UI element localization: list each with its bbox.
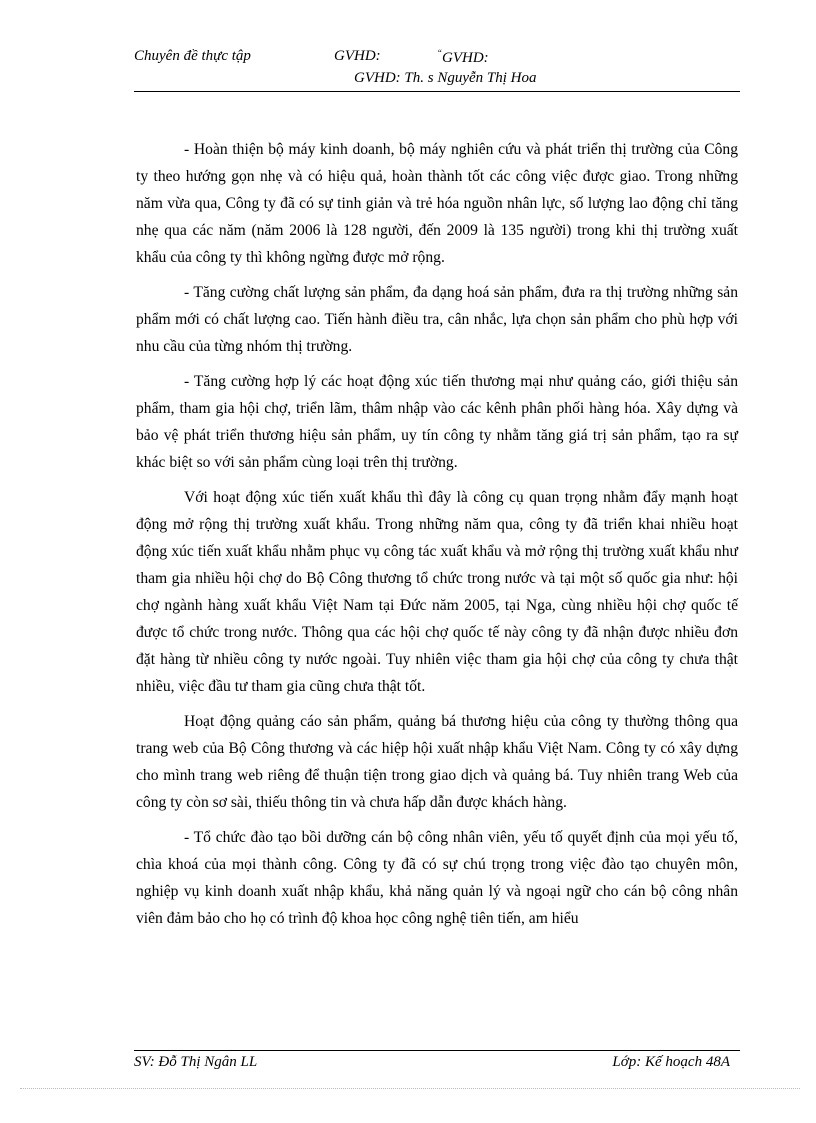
header-superscript-mark: “ [437, 48, 443, 58]
page-bottom-divider [20, 1088, 800, 1089]
footer-rule [134, 1050, 740, 1051]
paragraph: - Tổ chức đào tạo bồi dưỡng cán bộ công nhân viên, yếu tố quyết định của mọi yếu tố, chìa khoá của mọi thành công. Công ty đã có sự chú trọng trong việc đào tạo chuyên môn, nghiệp vụ kinh doanh xuất nhập khẩu, khả năng quản lý và ngoại ngữ cho cán bộ công nhân viên đảm bảo cho họ có trình độ khoa học công nghệ tiên tiến, am hiểu [136, 829, 738, 927]
paragraph: Hoạt động quảng cáo sản phẩm, quảng bá thương hiệu của công ty thường thông qua trang web của Bộ Công thương và các hiệp hội xuất nhập khẩu Việt Nam. Công ty có xây dựng cho mình trang web riêng để thuận tiện trong giao dịch và quảng bá. Tuy nhiên trang Web của công ty còn sơ sài, thiếu thông tin và chưa hấp dẫn được khách hàng. [136, 713, 738, 811]
footer-class: Lớp: Kế hoạch 48A [612, 1054, 730, 1070]
paragraph: - Hoàn thiện bộ máy kinh doanh, bộ máy nghiên cứu và phát triển thị trường của Công ty theo hướng gọn nhẹ và có hiệu quả, hoàn thành tốt các công việc được giao. Trong những năm vừa qua, Công ty đã có sự tinh giản và trẻ hóa nguồn nhân lực, số lượng lao động chỉ tăng nhẹ qua các năm (năm 2006 là 128 người, đến 2009 là 135 người) trong khi thị trường xuất khẩu của công ty thì không ngừng được mở rộng. [136, 141, 738, 266]
header-rule [134, 91, 740, 92]
document-body [136, 136, 738, 940]
page-header [134, 48, 740, 96]
paragraph: - Tăng cường hợp lý các hoạt động xúc tiến thương mại như quảng cáo, giới thiệu sản phẩm, tham gia hội chợ, triển lãm, thâm nhập vào các kênh phân phối hàng hóa. Xây dựng và bảo vệ phát triển thương hiệu sản phẩm, uy tín công ty nhằm tăng giá trị sản phẩm, tạo ra sự khác biệt so với sản phẩm cùng loại trên thị trường. [136, 373, 738, 471]
header-advisor-label: GVHD: [334, 48, 381, 64]
header-title: Chuyên đề thực tập [134, 48, 251, 64]
header-advisor-name: GVHD: Th. s Nguyễn Thị Hoa [354, 70, 537, 86]
paragraph: - Tăng cường chất lượng sản phẩm, đa dạng hoá sản phẩm, đưa ra thị trường những sản phẩm mới có chất lượng cao. Tiến hành điều tra, cân nhắc, lựa chọn sản phẩm cho phù hợp với nhu cầu của từng nhóm thị trường. [136, 284, 738, 355]
header-advisor-label-2 [437, 48, 489, 67]
header-advisor-label-2-text: GVHD: [442, 50, 489, 66]
footer-student: SV: Đỗ Thị Ngân LL [134, 1054, 258, 1070]
paragraph: Với hoạt động xúc tiến xuất khẩu thì đây là công cụ quan trọng nhằm đẩy mạnh hoạt động mở rộng thị trường xuất khẩu. Trong những năm qua, công ty đã triển khai nhiều hoạt động xúc tiến xuất khẩu nhằm phục vụ công tác xuất khẩu và mở rộng thị trường xuất khẩu như tham gia nhiều hội chợ do Bộ Công thương tổ chức trong nước và tại một số quốc gia như: hội chợ ngành hàng xuất khẩu Việt Nam tại Đức năm 2005, tại Nga, cùng nhiều hội chợ quốc tế được tổ chức trong nước. Thông qua các hội chợ quốc tế này công ty đã nhận được nhiều đơn đặt hàng từ nhiều công ty nước ngoài. Tuy nhiên việc tham gia hội chợ của công ty chưa thật nhiều, việc đầu tư tham gia cũng chưa thật tốt. [136, 489, 738, 695]
